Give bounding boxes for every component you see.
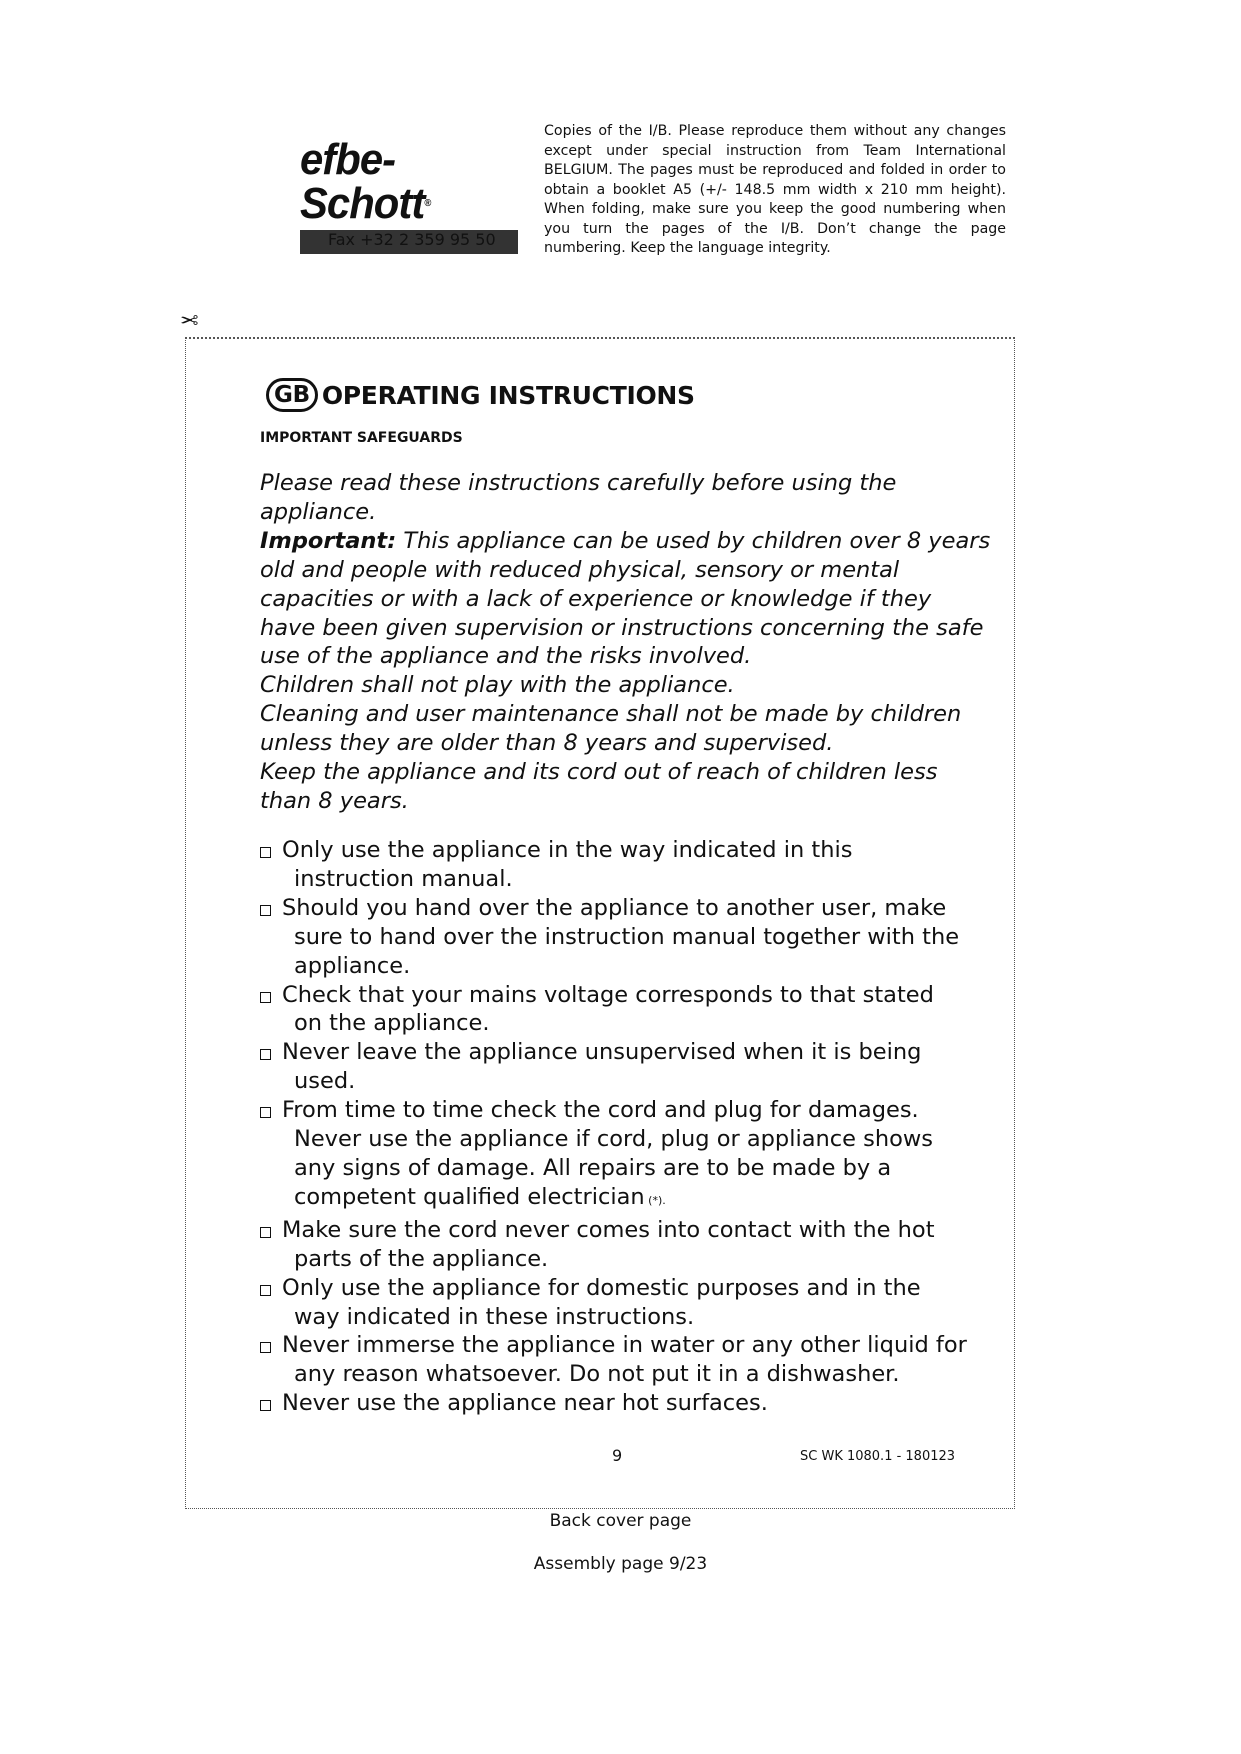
list-item-text: Should you hand over the appliance to another user, make <box>282 894 947 921</box>
list-item <box>260 1389 967 1418</box>
list-item-continuation <box>282 865 967 894</box>
checkbox-bullet-icon <box>260 1049 271 1060</box>
list-item-text: Never immerse the appliance in water or any other liquid for <box>282 1332 967 1359</box>
continuation-text: parts of the appliance. <box>294 1245 549 1272</box>
continuation-text: competent qualified electrician <box>294 1183 645 1210</box>
section-subtitle: IMPORTANT SAFEGUARDS <box>260 430 463 446</box>
model-code: SC WK 1080.1 - 180123 <box>800 1449 956 1464</box>
continuation-text: any reason whatsoever. Do not put it in a dishwasher. <box>294 1361 900 1388</box>
important-line: unless they are older than 8 years and supervised. <box>260 730 834 757</box>
list-item-continuation <box>282 1245 967 1274</box>
important-line: Cleaning and user maintenance shall not be made by children <box>260 701 962 728</box>
checkbox-bullet-icon <box>260 847 271 858</box>
list-item-text: Make sure the cord never comes into contact with the hot <box>282 1216 935 1243</box>
important-line: capacities or with a lack of experience or knowledge if they <box>260 585 932 612</box>
footnote-marker: (*). <box>644 1193 666 1207</box>
title-text: OPERATING INSTRUCTIONS <box>321 380 695 410</box>
list-item-continuation <box>282 1067 967 1096</box>
list-item-continuation <box>282 952 967 981</box>
important-line: use of the appliance and the risks involved. <box>260 643 752 670</box>
intro-paragraph <box>260 469 990 816</box>
list-item <box>260 1216 967 1274</box>
list-item <box>260 894 967 981</box>
language-badge: GB <box>266 378 318 412</box>
list-item <box>260 836 967 894</box>
list-item-continuation <box>282 1360 967 1389</box>
fax-number: Fax +32 2 359 95 50 <box>328 230 496 249</box>
important-line: Children shall not play with the appliance. <box>260 672 735 699</box>
important-text: This appliance can be used by children over 8 years <box>396 527 991 554</box>
list-item-continuation <box>282 1125 967 1154</box>
logo-text: efbe-Schott <box>300 135 425 228</box>
list-item <box>260 1096 967 1216</box>
continuation-text: used. <box>294 1068 356 1095</box>
list-item-text: From time to time check the cord and plug for damages. <box>282 1097 919 1124</box>
list-item <box>260 981 967 1039</box>
page-title <box>266 378 695 412</box>
important-line <box>260 527 990 556</box>
list-item-text: Never use the appliance near hot surfaces. <box>282 1390 768 1417</box>
checkbox-bullet-icon <box>260 1285 271 1296</box>
intro-line: Please read these instructions carefully before using the <box>260 470 897 496</box>
continuation-text: any signs of damage. All repairs are to be made by a <box>294 1154 892 1181</box>
registered-mark: ® <box>424 198 431 209</box>
important-label: Important: <box>260 527 397 554</box>
intro-line: appliance. <box>260 498 377 525</box>
list-item <box>260 1331 967 1389</box>
list-item-text: Only use the appliance in the way indicated in this <box>282 837 853 863</box>
list-item-text: Never leave the appliance unsupervised when it is being <box>282 1039 922 1066</box>
list-item-continuation <box>282 1154 967 1183</box>
checkbox-bullet-icon <box>260 1227 271 1238</box>
list-item-continuation <box>282 923 967 952</box>
list-item <box>260 1274 967 1332</box>
assembly-page-label: Assembly page 9/23 <box>533 1554 708 1574</box>
list-item-continuation <box>282 1183 967 1216</box>
important-line: Keep the appliance and its cord out of reach of children less <box>260 759 938 786</box>
list-item-text: Check that your mains voltage corresponds to that stated <box>282 981 934 1008</box>
important-line: than 8 years. <box>260 787 409 814</box>
list-item-continuation <box>282 1009 967 1038</box>
back-cover-label: Back cover page <box>549 1511 692 1531</box>
checkbox-bullet-icon <box>260 905 271 916</box>
checkbox-bullet-icon <box>260 1400 271 1411</box>
continuation-text: sure to hand over the instruction manual together with the <box>294 923 960 950</box>
continuation-text: instruction manual. <box>294 865 513 892</box>
continuation-text: Never use the appliance if cord, plug or appliance shows <box>294 1126 933 1153</box>
list-item-continuation <box>282 1303 967 1332</box>
important-line: have been given supervision or instructions concerning the safe <box>260 614 984 641</box>
reproduction-notice: Copies of the I/B. Please reproduce them without any changes except under special instruction from Team International BELGIUM. The pages must be reproduced and folded in order to obtain a booklet A5 (+/- 148.5 mm width x 210 mm height). When folding, make sure you keep the good numbering when you turn the pages of the I/B. Don’t change the page numbering. Keep the language integrity. <box>544 123 1006 256</box>
safeguard-list <box>260 836 967 1418</box>
checkbox-bullet-icon <box>260 1342 271 1353</box>
continuation-text: on the appliance. <box>294 1010 490 1037</box>
continuation-text: way indicated in these instructions. <box>294 1303 695 1330</box>
checkbox-bullet-icon <box>260 992 271 1003</box>
page-number: 9 <box>612 1446 623 1465</box>
list-item-text: Only use the appliance for domestic purposes and in the <box>282 1274 921 1301</box>
list-item <box>260 1038 967 1096</box>
important-line: old and people with reduced physical, sensory or mental <box>260 556 900 583</box>
checkbox-bullet-icon <box>260 1107 271 1118</box>
continuation-text: appliance. <box>294 952 411 979</box>
scissors-icon: ✂ <box>180 306 199 331</box>
